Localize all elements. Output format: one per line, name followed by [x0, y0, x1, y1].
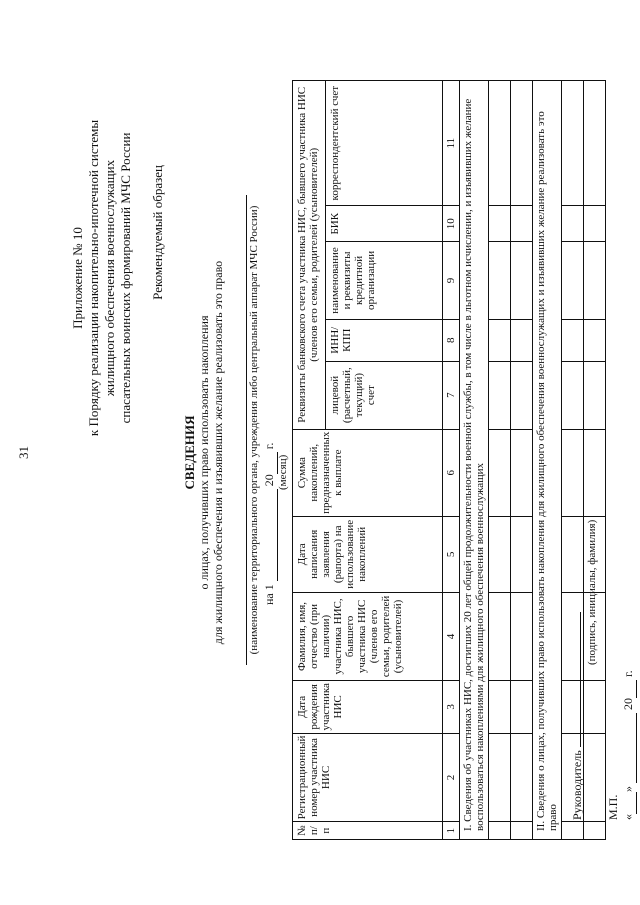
table-cell[interactable] [511, 516, 533, 592]
col-header-reg: Регистрационный номер участника НИС [293, 733, 443, 822]
table-cell[interactable] [562, 319, 584, 361]
table-cell[interactable] [489, 681, 511, 733]
column-number: 7 [443, 361, 460, 429]
table-cell[interactable] [489, 592, 511, 680]
table-cell[interactable] [489, 733, 511, 822]
column-number: 10 [443, 206, 460, 242]
table-cell[interactable] [562, 822, 584, 840]
table-cell[interactable] [511, 81, 533, 206]
table-cell[interactable] [584, 206, 606, 242]
table-cell[interactable] [584, 81, 606, 206]
table-cell[interactable] [489, 242, 511, 320]
col-header-bank-name: наименование и реквизиты кредитной организации [326, 242, 443, 320]
table-cell[interactable] [584, 681, 606, 733]
recipients-table [292, 80, 606, 840]
column-number-row [443, 81, 460, 840]
table-row [584, 81, 606, 840]
date-close-quote: » [621, 786, 635, 792]
column-number: 2 [443, 733, 460, 822]
table-cell[interactable] [489, 81, 511, 206]
signature-caption: (подпись, инициалы, фамилия) [586, 519, 598, 665]
table-row [489, 81, 511, 840]
month-blank[interactable] [621, 713, 637, 783]
section-1-heading: I. Сведения об участниках НИС, достигших 20 лет общей продолжительности военной службы, в том числе в льготном исчислении, и изъявивших желание воспользоваться накоплениями для жилищного обеспечения военнослужащих [460, 81, 489, 840]
page-number: 31 [16, 446, 31, 459]
column-number: 5 [443, 516, 460, 592]
table-cell[interactable] [562, 242, 584, 320]
column-number: 1 [443, 822, 460, 840]
table-cell[interactable] [562, 81, 584, 206]
column-number: 9 [443, 242, 460, 320]
month-blank [262, 489, 278, 581]
col-header-fio: Фамилия, имя, отчество (при наличии) участника НИС, бывшего участника НИС (членов его семьи, родителей (усыновителей) [293, 592, 443, 680]
table-cell[interactable] [489, 319, 511, 361]
col-header-apply-date: Дата написания заявления (рапорта) на использование накоплений [293, 516, 443, 592]
title-line-1: о лицах, получивших право использовать накопления [197, 315, 211, 590]
table-cell[interactable] [511, 242, 533, 320]
table-cell[interactable] [584, 822, 606, 840]
sign-year-prefix: 20 [621, 698, 635, 710]
column-number: 6 [443, 429, 460, 516]
col-header-sum: Сумма накоплений, предназначенных к выплате [293, 429, 443, 516]
column-number: 8 [443, 319, 460, 361]
date-open-quote: « [621, 814, 635, 820]
column-number: 3 [443, 681, 460, 733]
date-year-prefix: 20 [262, 474, 276, 487]
table-cell[interactable] [562, 361, 584, 429]
appendix-header [70, 58, 134, 498]
day-blank[interactable] [621, 792, 637, 814]
table-cell[interactable] [511, 319, 533, 361]
table-cell[interactable] [584, 429, 606, 516]
table-cell[interactable] [584, 361, 606, 429]
table-cell[interactable] [489, 822, 511, 840]
title-line-2: для жилищного обеспечения и изъявивших желание реализовать это право [211, 260, 225, 645]
title-heading: СВЕДЕНИЯ [182, 415, 197, 490]
report-date-line [262, 443, 278, 605]
table-cell[interactable] [489, 516, 511, 592]
head-label: Руководитель [570, 750, 584, 820]
appendix-title: Приложение № 10 [70, 227, 85, 329]
column-number: 4 [443, 592, 460, 680]
date-suffix: г. [262, 442, 276, 450]
column-number: 11 [443, 81, 460, 206]
table-cell[interactable] [511, 361, 533, 429]
appendix-line-3: спасательных воинских формирований МЧС России [118, 132, 133, 424]
table-cell[interactable] [584, 319, 606, 361]
col-header-inn: ИНН/КПП [326, 319, 443, 361]
col-header-birth: Дата рождения участника НИС [293, 681, 443, 733]
organization-caption: (наименование территориального органа, учреждения либо центральный аппарат МЧС России) [246, 195, 260, 665]
table-cell[interactable] [489, 206, 511, 242]
appendix-line-1: к Порядку реализации накопительно-ипотечной системы [86, 119, 101, 437]
signature-line [568, 612, 585, 820]
table-cell[interactable] [584, 242, 606, 320]
section-2-row [533, 81, 562, 840]
table-cell[interactable] [511, 733, 533, 822]
table-cell[interactable] [562, 516, 584, 592]
year-blank[interactable] [621, 680, 637, 698]
table-cell[interactable] [511, 681, 533, 733]
table-cell[interactable] [489, 429, 511, 516]
signature-blank[interactable] [568, 612, 581, 747]
section-2-heading: II. Сведения о лицах, получивших право использовать накопления для жилищного обеспечения военнослужащих и изъявивших желание реализовать это право [533, 81, 562, 840]
sign-year-suffix: г. [621, 670, 635, 677]
table-cell[interactable] [562, 206, 584, 242]
stamp-label: М.П. [606, 794, 620, 820]
month-caption: (месяц) [277, 454, 289, 490]
table-cell[interactable] [584, 733, 606, 822]
table-header-row-1 [293, 81, 326, 840]
col-header-account: лицевой (расчетный, текущий) счет [326, 361, 443, 429]
table-cell[interactable] [511, 206, 533, 242]
col-header-corr: корреспондентский счет [326, 81, 443, 206]
table-cell[interactable] [562, 429, 584, 516]
year-blank [262, 452, 278, 474]
table-cell[interactable] [511, 592, 533, 680]
document-title [183, 0, 225, 905]
col-header-num: № п/п [293, 822, 443, 840]
recommended-sample-label: Рекомендуемый образец [150, 165, 165, 300]
col-header-bank-group: Реквизиты банковского счета участника НИС, бывшего участника НИС (членов его семьи, родителей (усыновителей) [293, 81, 326, 430]
date-prefix: на 1 [262, 584, 276, 605]
table-row [511, 81, 533, 840]
section-1-row [460, 81, 489, 840]
appendix-line-2: жилищного обеспечения военнослужащих [102, 159, 117, 397]
table-cell[interactable] [511, 429, 533, 516]
stamp-date-line [606, 670, 637, 820]
table-cell[interactable] [511, 822, 533, 840]
table-cell[interactable] [489, 361, 511, 429]
col-header-bik: БИК [326, 206, 443, 242]
